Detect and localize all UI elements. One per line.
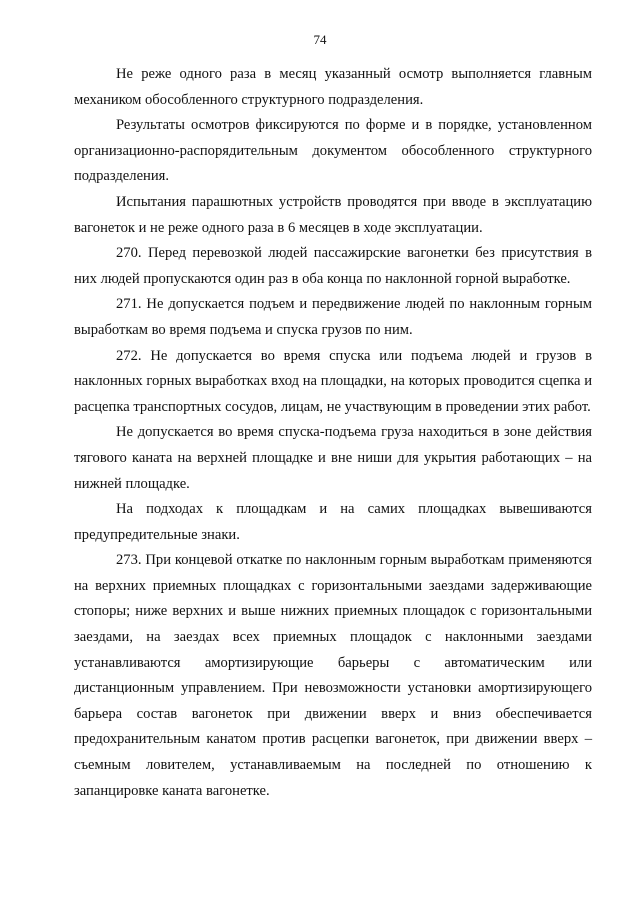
paragraph-clause-273: 273. При концевой откатке по наклонным горным выработкам применяются на верхних приемных площадках с горизонтальными заездами задерживающие стопоры; ниже верхних и выше нижних приемных площадок с горизонтальными заездами, на заездах всех приемных площадок с наклонными заездами устанавливаются амортизирующие барьеры с автоматическим или дистанционным управлением. При невозможности установки амортизирующего барьера состав вагонеток при движении вверх и вниз обеспечивается предохранительным канатом против расцепки вагонеток, при движении вверх – съемным ловителем, устанавливаемым на последней по отношению к запанцировке каната вагонетке.	[74, 552, 592, 799]
paragraph-clause-271: 271. Не допускается подъем и передвижение людей по наклонным горным выработкам во время подъема и спуска грузов по ним.	[74, 296, 592, 338]
paragraph-haul-rope-zone: Не допускается во время спуска-подъема груза находиться в зоне действия тягового каната на верхней площадке и вне ниши для укрытия работающих – на нижней площадке.	[74, 424, 592, 492]
paragraph-clause-270: 270. Перед перевозкой людей пассажирские вагонетки без присутствия в них людей пропускаются один раз в оба конца по наклонной горной выработке.	[74, 245, 592, 287]
paragraph-inspection-results: Результаты осмотров фиксируются по форме и в порядке, установленном организационно-распорядительным документом обособленного структурного подразделения.	[74, 117, 592, 185]
paragraph-monthly-inspection: Не реже одного раза в месяц указанный осмотр выполняется главным механиком обособленного структурного подразделения.	[74, 66, 592, 108]
paragraph-clause-272: 272. Не допускается во время спуска или подъема людей и грузов в наклонных горных выработках вход на площадки, на которых проводится сцепка и расцепка транспортных сосудов, лицам, не участвующим в проведении этих работ.	[74, 347, 592, 415]
page-number: 74	[313, 32, 327, 47]
paragraph-warning-signs: На подходах к площадкам и на самих площадках вывешиваются предупредительные знаки.	[74, 501, 592, 543]
paragraph-parachute-tests: Испытания парашютных устройств проводятся при вводе в эксплуатацию вагонеток и не реже одного раза в 6 месяцев в ходе эксплуатации.	[74, 193, 592, 236]
text-body	[74, 62, 592, 804]
